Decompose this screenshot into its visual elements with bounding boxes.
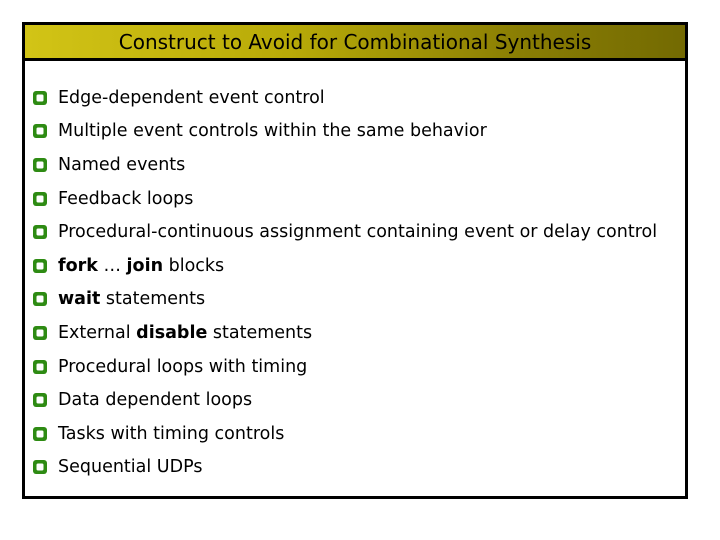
hollow-square-bullet-icon <box>32 90 48 106</box>
keyword-disable: disable <box>136 322 208 343</box>
list-item-text: Named events <box>58 154 186 175</box>
hollow-square-bullet-icon <box>32 123 48 139</box>
keyword-join: join <box>126 255 164 276</box>
list-item <box>32 182 657 216</box>
list-item <box>32 115 657 149</box>
content-frame <box>22 22 688 499</box>
hollow-square-bullet-icon <box>32 258 48 274</box>
list-item <box>32 215 657 249</box>
list-item <box>32 81 657 115</box>
list-item <box>32 249 657 283</box>
list-item-text <box>58 323 312 343</box>
list-item-text: Multiple event controls within the same behavior <box>58 121 487 142</box>
hollow-square-bullet-icon <box>32 392 48 408</box>
list-item <box>32 383 657 417</box>
list-item-text: Feedback loops <box>58 188 194 209</box>
item-rest-text: statements <box>207 322 313 343</box>
hollow-square-bullet-icon <box>32 291 48 307</box>
list-item-text: Data dependent loops <box>58 390 253 411</box>
hollow-square-bullet-icon <box>32 359 48 375</box>
list-item-text: Procedural loops with timing <box>58 356 308 377</box>
item-pre-text: External <box>58 322 137 343</box>
list-item <box>32 350 657 384</box>
hollow-square-bullet-icon <box>32 224 48 240</box>
list-item <box>32 451 657 485</box>
hollow-square-bullet-icon <box>32 191 48 207</box>
keyword-fork: fork <box>58 255 98 276</box>
list-item-text: Procedural-continuous assignment containing event or delay control <box>58 222 658 243</box>
hollow-square-bullet-icon <box>32 157 48 173</box>
item-rest-text: blocks <box>163 255 225 276</box>
slide-title: Construct to Avoid for Combinational Synthesis <box>118 29 592 54</box>
list-item-text: Tasks with timing controls <box>58 423 285 444</box>
list-item <box>32 316 657 350</box>
list-item <box>32 148 657 182</box>
ellipsis-text: … <box>97 255 127 276</box>
list-item-text: Edge-dependent event control <box>58 87 325 108</box>
list-item <box>32 283 657 317</box>
list-item <box>32 417 657 451</box>
list-item-text <box>58 289 205 309</box>
hollow-square-bullet-icon <box>32 426 48 442</box>
hollow-square-bullet-icon <box>32 459 48 475</box>
title-bar <box>25 25 685 61</box>
keyword-wait: wait <box>58 289 101 310</box>
hollow-square-bullet-icon <box>32 325 48 341</box>
list-item-text: Sequential UDPs <box>58 457 203 478</box>
bullet-list <box>32 81 657 484</box>
list-item-text <box>58 256 224 276</box>
item-rest-text: statements <box>100 289 206 310</box>
